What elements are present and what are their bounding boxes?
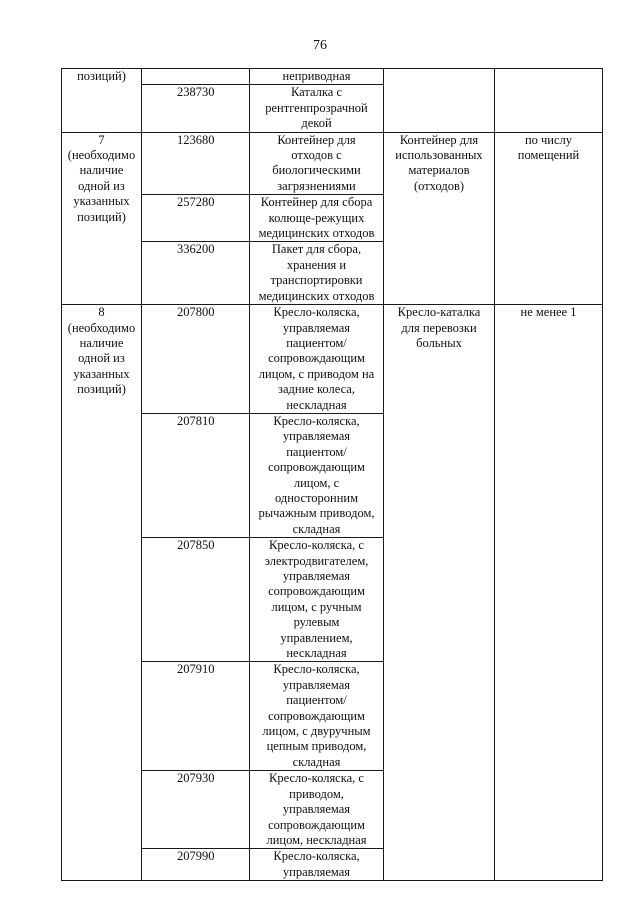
code-cell — [142, 69, 250, 85]
cell-text-line: лицом, с двуручным — [262, 724, 371, 739]
cell-text-line: наличие — [79, 335, 124, 350]
name-cell — [250, 849, 384, 881]
cell-text-line: биологическими — [272, 163, 361, 178]
code-cell — [142, 413, 250, 537]
cell-text-line: управляемая — [282, 864, 351, 879]
cell-text-line: управляемая — [282, 802, 351, 817]
table-row — [62, 132, 603, 195]
name-cell — [250, 305, 384, 414]
code-cell — [142, 538, 250, 662]
cell-text-line: Кресло-коляска, — [273, 305, 360, 320]
group-number-cell — [62, 132, 142, 304]
cell-text-line — [498, 69, 599, 84]
cell-text-line: задние колеса, — [278, 382, 355, 397]
code-cell — [142, 771, 250, 849]
cell-text-line: медицинских отходов — [258, 226, 375, 241]
cell-text-line: электродвигателем, — [264, 553, 369, 568]
cell-text-line: управляемая — [282, 320, 351, 335]
cell-text-line: одной из — [78, 351, 125, 366]
cell-text-line: 207930 — [177, 771, 215, 786]
cell-text-line: управляемая — [282, 677, 351, 692]
name-cell — [250, 771, 384, 849]
table-row — [62, 69, 603, 85]
cell-text-line: материалов — [408, 163, 470, 178]
cell-text-line: наличие — [79, 163, 124, 178]
cell-text-line: складная — [292, 754, 341, 769]
cell-text-line: неприводная — [282, 69, 351, 83]
category-cell — [384, 305, 495, 881]
cell-text-line: Кресло-коляска, — [273, 413, 360, 428]
cell-text-line: Кресло-каталка — [397, 305, 481, 320]
category-cell — [384, 69, 495, 133]
cell-text-line: складная — [292, 521, 341, 536]
cell-text-line: отходов с — [291, 148, 342, 163]
cell-text-line: 238730 — [177, 85, 215, 100]
cell-text-line: (необходимо — [67, 148, 136, 163]
cell-text-line: Кресло-коляска, с — [269, 538, 364, 553]
cell-text-line: загрязнениями — [277, 178, 356, 193]
cell-text-line: пациентом/ — [286, 693, 347, 708]
cell-text-line — [177, 69, 246, 84]
cell-text-line: помещений — [517, 148, 580, 163]
cell-text-line: (отходов) — [413, 178, 465, 193]
code-cell — [142, 132, 250, 195]
cell-text-line: сопровождающим — [268, 708, 365, 723]
quantity-cell — [495, 305, 603, 881]
code-cell — [142, 242, 250, 305]
name-cell — [250, 132, 384, 195]
cell-text-line: нескладная — [286, 646, 347, 661]
cell-text-line: медицинских отходов — [258, 288, 375, 303]
cell-text-line: 207800 — [177, 305, 215, 320]
cell-text-line: сопровождающим — [268, 584, 365, 599]
cell-text-line: пациентом/ — [286, 335, 347, 350]
cell-text-line: рычажным приводом, — [258, 506, 375, 521]
cell-text-line: 123680 — [177, 132, 215, 147]
cell-text-line: декой — [301, 116, 332, 131]
cell-text-line: одной из — [78, 178, 125, 193]
cell-text-line: 207850 — [177, 538, 215, 553]
page-number: 76 — [313, 38, 327, 53]
cell-text-line: управляемая — [282, 569, 351, 583]
cell-text-line: колюще-режущих — [268, 210, 365, 225]
cell-text-line: нескладная — [286, 397, 347, 412]
cell-text-line: позиций) — [77, 209, 126, 224]
category-cell — [384, 132, 495, 304]
cell-text-line: лицом, с — [293, 475, 340, 490]
code-cell — [142, 849, 250, 881]
cell-text-line: приводом, — [289, 786, 344, 801]
cell-text-line: 257280 — [177, 195, 215, 210]
cell-text-line: 207810 — [177, 413, 215, 428]
cell-text-line: 207990 — [177, 849, 215, 864]
name-cell — [250, 85, 384, 132]
quantity-cell — [495, 132, 603, 304]
cell-text-line: Каталка с — [290, 85, 342, 100]
cell-text-line: 7 — [98, 132, 105, 147]
cell-text-line: для перевозки — [401, 320, 477, 335]
equipment-table — [61, 68, 603, 881]
cell-text-line: позиций) — [77, 69, 126, 83]
cell-text-line: лицом, нескладная — [266, 832, 367, 847]
table-row — [62, 305, 603, 414]
cell-text-line: пациентом/ — [286, 444, 347, 459]
cell-text-line: 207910 — [177, 662, 215, 677]
cell-text-line: использованных — [395, 148, 483, 163]
cell-text-line: Контейнер для — [399, 132, 479, 147]
cell-text-line: больных — [416, 335, 462, 350]
cell-text-line: управляемая — [282, 429, 351, 444]
name-cell — [250, 538, 384, 662]
code-cell — [142, 662, 250, 771]
code-cell — [142, 305, 250, 414]
cell-text-line: лицом, с приводом на — [258, 366, 375, 381]
cell-text-line: лицом, с ручным — [271, 599, 362, 614]
cell-text-line: Контейнер для сбора — [260, 195, 373, 210]
cell-text-line: хранения и — [286, 257, 347, 272]
cell-text-line: Кресло-коляска, с — [269, 771, 364, 786]
cell-text-line: рентгенпрозрачной — [265, 100, 368, 115]
cell-text-line: односторонним — [274, 490, 359, 505]
cell-text-line: транспортировки — [270, 273, 363, 288]
cell-text-line — [387, 69, 491, 84]
cell-text-line: Кресло-коляска, — [273, 849, 360, 864]
cell-text-line: указанных — [73, 194, 130, 209]
cell-text-line: сопровождающим — [268, 351, 365, 366]
name-cell — [250, 69, 384, 85]
code-cell — [142, 85, 250, 132]
cell-text-line: рулевым — [293, 615, 340, 630]
cell-text-line: (необходимо — [67, 320, 136, 335]
cell-text-line: Кресло-коляска, — [273, 662, 360, 677]
cell-text-line: 336200 — [177, 242, 215, 257]
name-cell — [250, 195, 384, 242]
quantity-cell — [495, 69, 603, 133]
cell-text-line: указанных — [73, 366, 130, 381]
cell-text-line: по числу — [524, 132, 573, 147]
cell-text-line: 8 — [98, 305, 105, 320]
code-cell — [142, 195, 250, 242]
name-cell — [250, 242, 384, 305]
name-cell — [250, 662, 384, 771]
cell-text-line: сопровождающим — [268, 817, 365, 832]
cell-text-line: Контейнер для — [277, 132, 356, 147]
cell-text-line: цепным приводом, — [266, 739, 367, 754]
cell-text-line: не менее 1 — [520, 305, 577, 320]
name-cell — [250, 413, 384, 537]
cell-text-line: Пакет для сбора, — [271, 242, 362, 257]
cell-text-line: управлением, — [280, 630, 353, 645]
group-number-cell — [62, 69, 142, 133]
cell-text-line: сопровождающим — [268, 460, 365, 475]
group-number-cell — [62, 305, 142, 881]
cell-text-line: позиций) — [77, 382, 126, 397]
